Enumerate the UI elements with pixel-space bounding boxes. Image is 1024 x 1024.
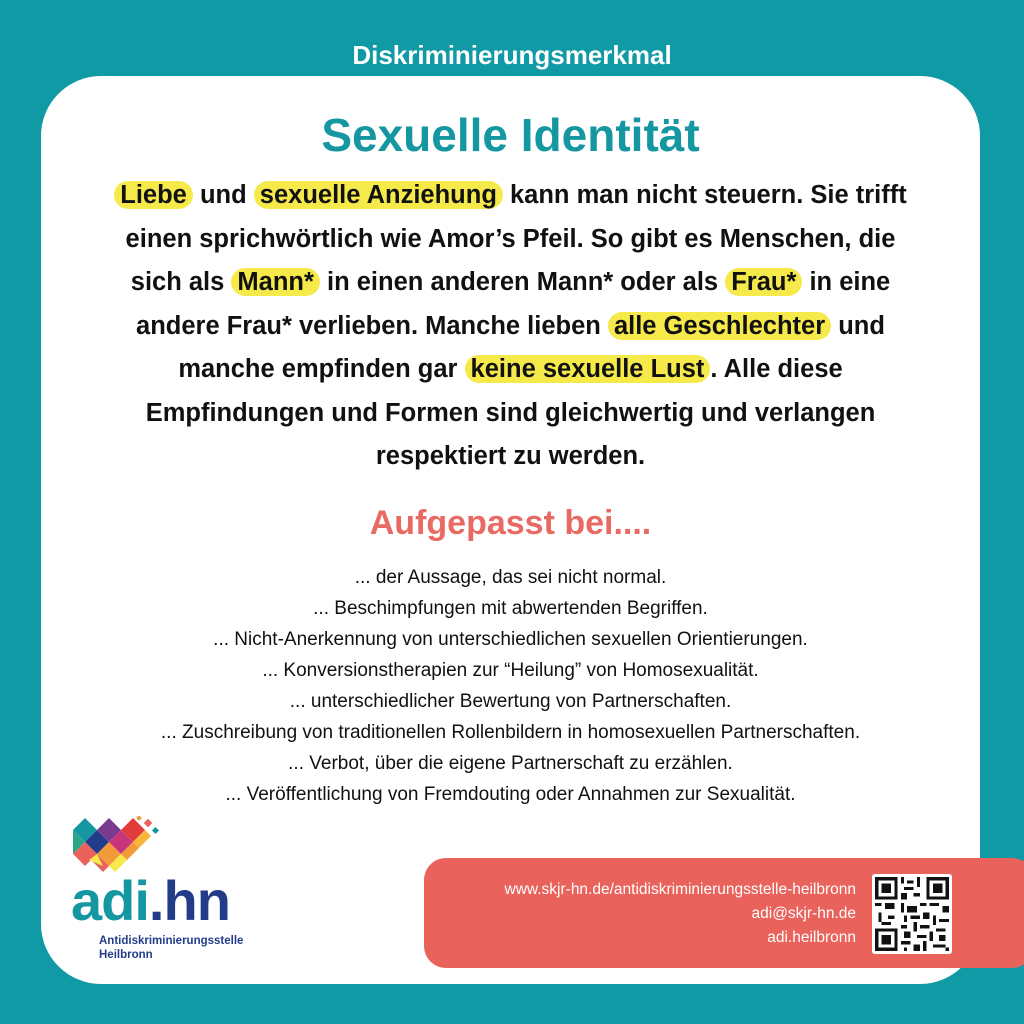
website-link[interactable]: www.skjr-hn.de/antidiskriminierungsstelle-heilbronn	[504, 881, 856, 898]
highlight-sexuelle-anziehung: sexuelle Anziehung	[254, 181, 503, 209]
logo-sub-line2: Heilbronn	[99, 949, 153, 961]
list-item: ... Beschimpfungen mit abwertenden Begriffen.	[313, 598, 708, 619]
content-card	[41, 76, 980, 984]
qr-code-icon[interactable]	[872, 874, 952, 954]
highlight-mann: Mann*	[231, 268, 320, 296]
body-text-part: . Alle diese Empfindungen und Formen sind gleichwertig und verlangen respektiert zu werden.	[145, 355, 876, 470]
list-item: ... unterschiedlicher Bewertung von Partnerschaften.	[289, 691, 732, 712]
logo-hn: .hn	[148, 869, 230, 932]
list-item: ... Veröffentlichung von Fremdouting oder Annahmen zur Sexualität.	[225, 784, 796, 805]
logo-subtitle	[99, 934, 243, 962]
logo-wordmark	[71, 871, 230, 931]
body-text-part: kann man nicht steuern. Sie trifft einen sprichwörtlich wie Amor’s Pfeil. So gibt es Menschen, die sich als	[125, 181, 907, 296]
logo-adi: adi	[71, 869, 149, 932]
contact-box	[424, 858, 1024, 968]
top-label: Diskriminierungsmerkmal	[352, 40, 672, 70]
aufgepasst-list	[71, 562, 950, 810]
list-item: ... der Aussage, das sei nicht normal.	[354, 567, 667, 588]
aufgepasst-heading: Aufgepasst bei....	[369, 504, 652, 542]
social-handle[interactable]: adi.heilbronn	[767, 929, 856, 946]
list-item: ... Zuschreibung von traditionellen Rollenbildern in homosexuellen Partnerschaften.	[160, 722, 861, 743]
body-text-part: und manche empfinden gar	[178, 311, 885, 383]
body-text-part: in eine andere Frau* verlieben. Manche lieben	[136, 268, 891, 340]
body-text-part: in einen anderen Mann* oder als	[319, 268, 726, 296]
adi-hn-logo	[71, 816, 261, 966]
list-item: ... Verbot, über die eigene Partnerschaft zu erzählen.	[288, 753, 733, 774]
highlight-alle-geschlechter: alle Geschlechter	[608, 312, 831, 340]
list-item: ... Konversionstherapien zur “Heilung” von Homosexualität.	[262, 660, 759, 681]
highlight-liebe: Liebe	[114, 181, 193, 209]
contact-lines	[505, 878, 856, 950]
highlight-keine-sexuelle-lust: keine sexuelle Lust	[465, 355, 711, 383]
highlight-frau: Frau*	[725, 268, 802, 296]
body-paragraph	[101, 174, 920, 479]
list-item: ... Nicht-Anerkennung von unterschiedlichen sexuellen Orientierungen.	[213, 629, 808, 650]
logo-sub-line1: Antidiskriminierungsstelle	[99, 935, 244, 947]
page-title: Sexuelle Identität	[321, 109, 700, 161]
body-text-part: und	[192, 181, 254, 209]
heart-mosaic-icon	[71, 816, 161, 876]
email-link[interactable]: adi@skjr-hn.de	[751, 905, 856, 922]
